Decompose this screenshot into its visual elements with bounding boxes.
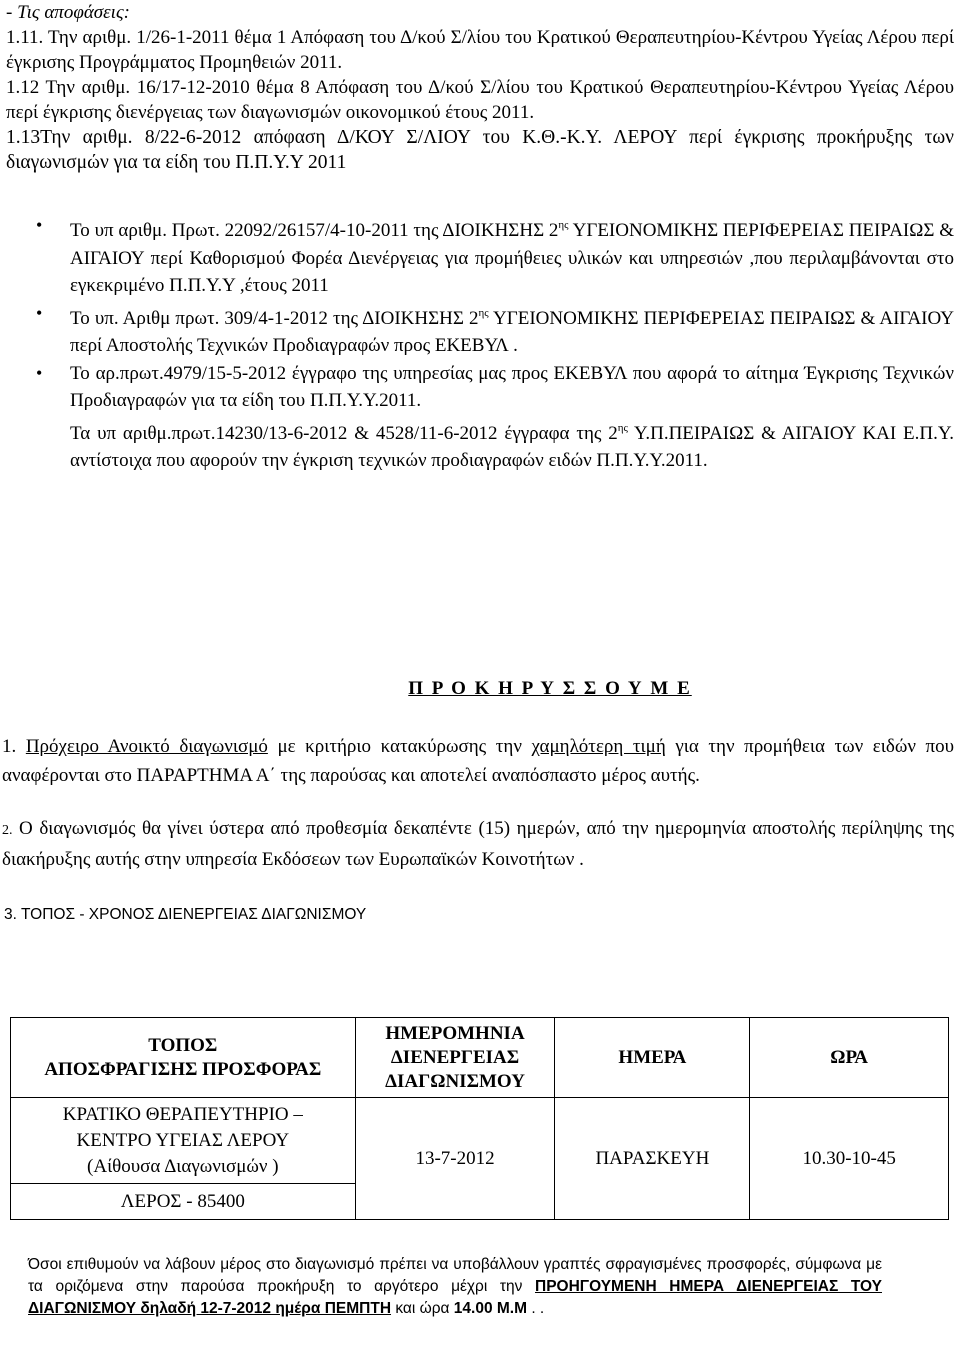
cell-line: (Αίθουσα Διαγωνισμών ) [87, 1155, 279, 1177]
note-text: . . [527, 1300, 545, 1317]
reference-text: Υ.Π.ΠΕΙΡΑΙΩΣ & ΑΙΓΑΙΟΥ ΚΑΙ Ε.Π.Υ. αντίστοιχα που αφορούν την έγκριση τεχνικών προδιαγραφών ειδών Π.Π.Υ.Υ.2011. [70, 422, 954, 471]
reference-text: ΥΓΕΙΟΝΟΜΙΚΗΣ ΠΕΡΙΦΕΡΕΙΑΣ ΠΕΙΡΑΙΩΣ & ΑΙΓΑΙΟΥ περί Αποστολής Τεχνικών Προδιαγραφών προς ΕΚΕΒΥΛ . [70, 307, 955, 356]
cell-line: ΚΡΑΤΙΚΟ ΘΕΡΑΠΕΥΤΗΡΙΟ – [62, 1103, 303, 1125]
deadline-time: 14.00 Μ.Μ [453, 1300, 528, 1317]
reference-text: ΥΓΕΙΟΝΟΜΙΚΗΣ ΠΕΡΙΦΕΡΕΙΑΣ ΠΕΙΡΑΙΩΣ & ΑΙΓΑΙΟΥ περί Καθορισμού Φορέα Διενέργειας για προμήθειες υλικών και υπηρεσιών ,που περιλαμβάνονται στο εγκεκριμένο Π.Π.Υ.Υ ,έτους 2011 [70, 220, 954, 296]
proclamation-heading: Π Ρ Ο Κ Η Ρ Υ Σ Σ Ο Υ Μ Ε [408, 678, 692, 699]
header-place [11, 1018, 356, 1098]
cell-time: 10.30-10-45 [750, 1098, 949, 1220]
decisions-heading: - Τις αποφάσεις: [6, 2, 130, 23]
header-line: ΗΜΕΡΟΜΗΝΙΑ [385, 1022, 525, 1044]
decision-1-13: 1.13Την αριθμ. 8/22-6-2012 απόφαση Δ/ΚΟΥ Σ/ΛΙΟΥ του Κ.Θ.-Κ.Υ. ΛΕΡΟΥ περί έγκρισης προκήρυξης των διαγωνισμών για τα είδη του Π.Π.Υ.Υ 2011 [6, 127, 954, 173]
cell-postcode: ΛΕΡΟΣ - 85400 [11, 1184, 356, 1220]
cell-date: 13-7-2012 [355, 1098, 555, 1220]
paragraph-number: 2. [2, 823, 13, 838]
note-text: και ώρα [391, 1300, 454, 1317]
note-text: Όσοι επιθυμούν να λάβουν μέρος στο διαγωνισμό πρέπει να υποβάλλουν γραπτές σφραγισμένες προσφορές, σύμφωνα με τα οριζόμενα στην παρούσα προκήρυξη το αργότερο μέχρι την [28, 1256, 882, 1295]
award-criterion: χαμηλότερη τιμή [531, 736, 666, 757]
header-date [355, 1018, 555, 1098]
paragraph-text: με κριτήριο κατακύρωσης την [267, 736, 532, 757]
reference-list [36, 212, 954, 475]
header-time: ΩΡΑ [750, 1018, 949, 1098]
tender-type: Πρόχειρο Ανοικτό διαγωνισμό [25, 736, 268, 757]
deadline-day: ΠΡΟΗΓΟΥΜΕΝΗ ΗΜΕΡΑ ΔΙΕΝΕΡΓΕΙΑΣ ΤΟΥ ΔΙΑΓΩΝΙΣΜΟΥ δηλαδή 12-7-2012 ημέρα ΠΕΜΠΤΗ [28, 1278, 882, 1317]
header-line: ΤΟΠΟΣ [148, 1034, 218, 1056]
paragraph-text: Ο διαγωνισμός θα γίνει ύστερα από προθεσμία δεκαπέντε (15) ημερών, από την ημερομηνία αποστολής περίληψης της διακήρυξης αυτής στην υπηρεσία Εκδόσεων των Ευρωπαϊκών Κοινοτήτων . [2, 818, 954, 870]
section-3-title: 3. ΤΟΠΟΣ - ΧΡΟΝΟΣ ΔΙΕΝΕΡΓΕΙΑΣ ΔΙΑΓΩΝΙΣΜΟΥ [4, 906, 367, 923]
reference-text: Το υπ αριθμ. Πρωτ. 22092/26157/4-10-2011 της ΔΙΟΙΚΗΣΗΣ 2 [70, 220, 559, 241]
decision-1-12: 1.12 Την αριθμ. 16/17-12-2010 θέμα 8 Απόφαση του Δ/κού Σ/λίου του Κρατικού Θεραπευτηρίου-Κέντρου Υγείας Λέρου περί έγκρισης διενέργειας των διαγωνισμών οικονομικού έτους 2011. [6, 77, 954, 123]
cell-place [11, 1098, 356, 1184]
paragraph-1 [2, 732, 954, 790]
header-line: ΔΙΑΓΩΝΙΣΜΟΥ [385, 1070, 525, 1092]
paragraph-number: 1. [2, 736, 26, 757]
header-line: ΑΠΟΣΦΡΑΓΙΣΗΣ ΠΡΟΣΦΟΡΑΣ [44, 1058, 322, 1080]
reference-text: Τα υπ αριθμ.πρωτ.14230/13-6-2012 & 4528/11-6-2012 έγγραφα της 2 [70, 422, 618, 444]
reference-item [36, 300, 954, 360]
reference-continuation [36, 415, 954, 475]
table-row [11, 1098, 949, 1184]
superscript: ης [478, 306, 489, 319]
table-header-row [11, 1018, 949, 1098]
superscript: ης [617, 421, 628, 434]
cell-day: ΠΑΡΑΣΚΕΥΗ [555, 1098, 750, 1220]
paragraph-2 [2, 814, 954, 874]
reference-item [36, 360, 954, 415]
reference-text: Το αρ.πρωτ.4979/15-5-2012 έγγραφο της υπηρεσίας μας προς ΕΚΕΒΥΛ που αφορά το αίτημα Έγκρισης Τεχνικών Προδιαγραφών για τα είδη του Π.Π.Υ.Υ.2011. [70, 362, 954, 411]
decision-1-11: 1.11. Την αριθμ. 1/26-1-2011 θέμα 1 Απόφαση του Δ/κού Σ/λίου του Κρατικού Θεραπευτηρίου-Κέντρου Υγείας Λέρου περί έγκρισης Προγράμματος Προμηθειών 2011. [6, 27, 954, 73]
superscript: ης [558, 219, 569, 231]
decisions-section [6, 0, 954, 175]
paragraph-text: για την προμήθεια των ειδών που αναφέρονται στο ΠΑΡΑΡΤΗΜΑ Α΄ της παρούσας και αποτελεί αναπόσπαστο μέρος αυτής. [2, 736, 955, 786]
header-line: ΔΙΕΝΕΡΓΕΙΑΣ [390, 1046, 520, 1068]
reference-text: Το υπ. Αριθμ πρωτ. 309/4-1-2012 της ΔΙΟΙΚΗΣΗΣ 2 [70, 307, 479, 329]
cell-line: ΚΕΝΤΡΟ ΥΓΕΙΑΣ ΛΕΡΟΥ [76, 1129, 290, 1151]
submission-note [28, 1254, 882, 1320]
header-day: ΗΜΕΡΑ [555, 1018, 750, 1098]
reference-item [36, 212, 954, 300]
tender-schedule-table [10, 1017, 949, 1220]
